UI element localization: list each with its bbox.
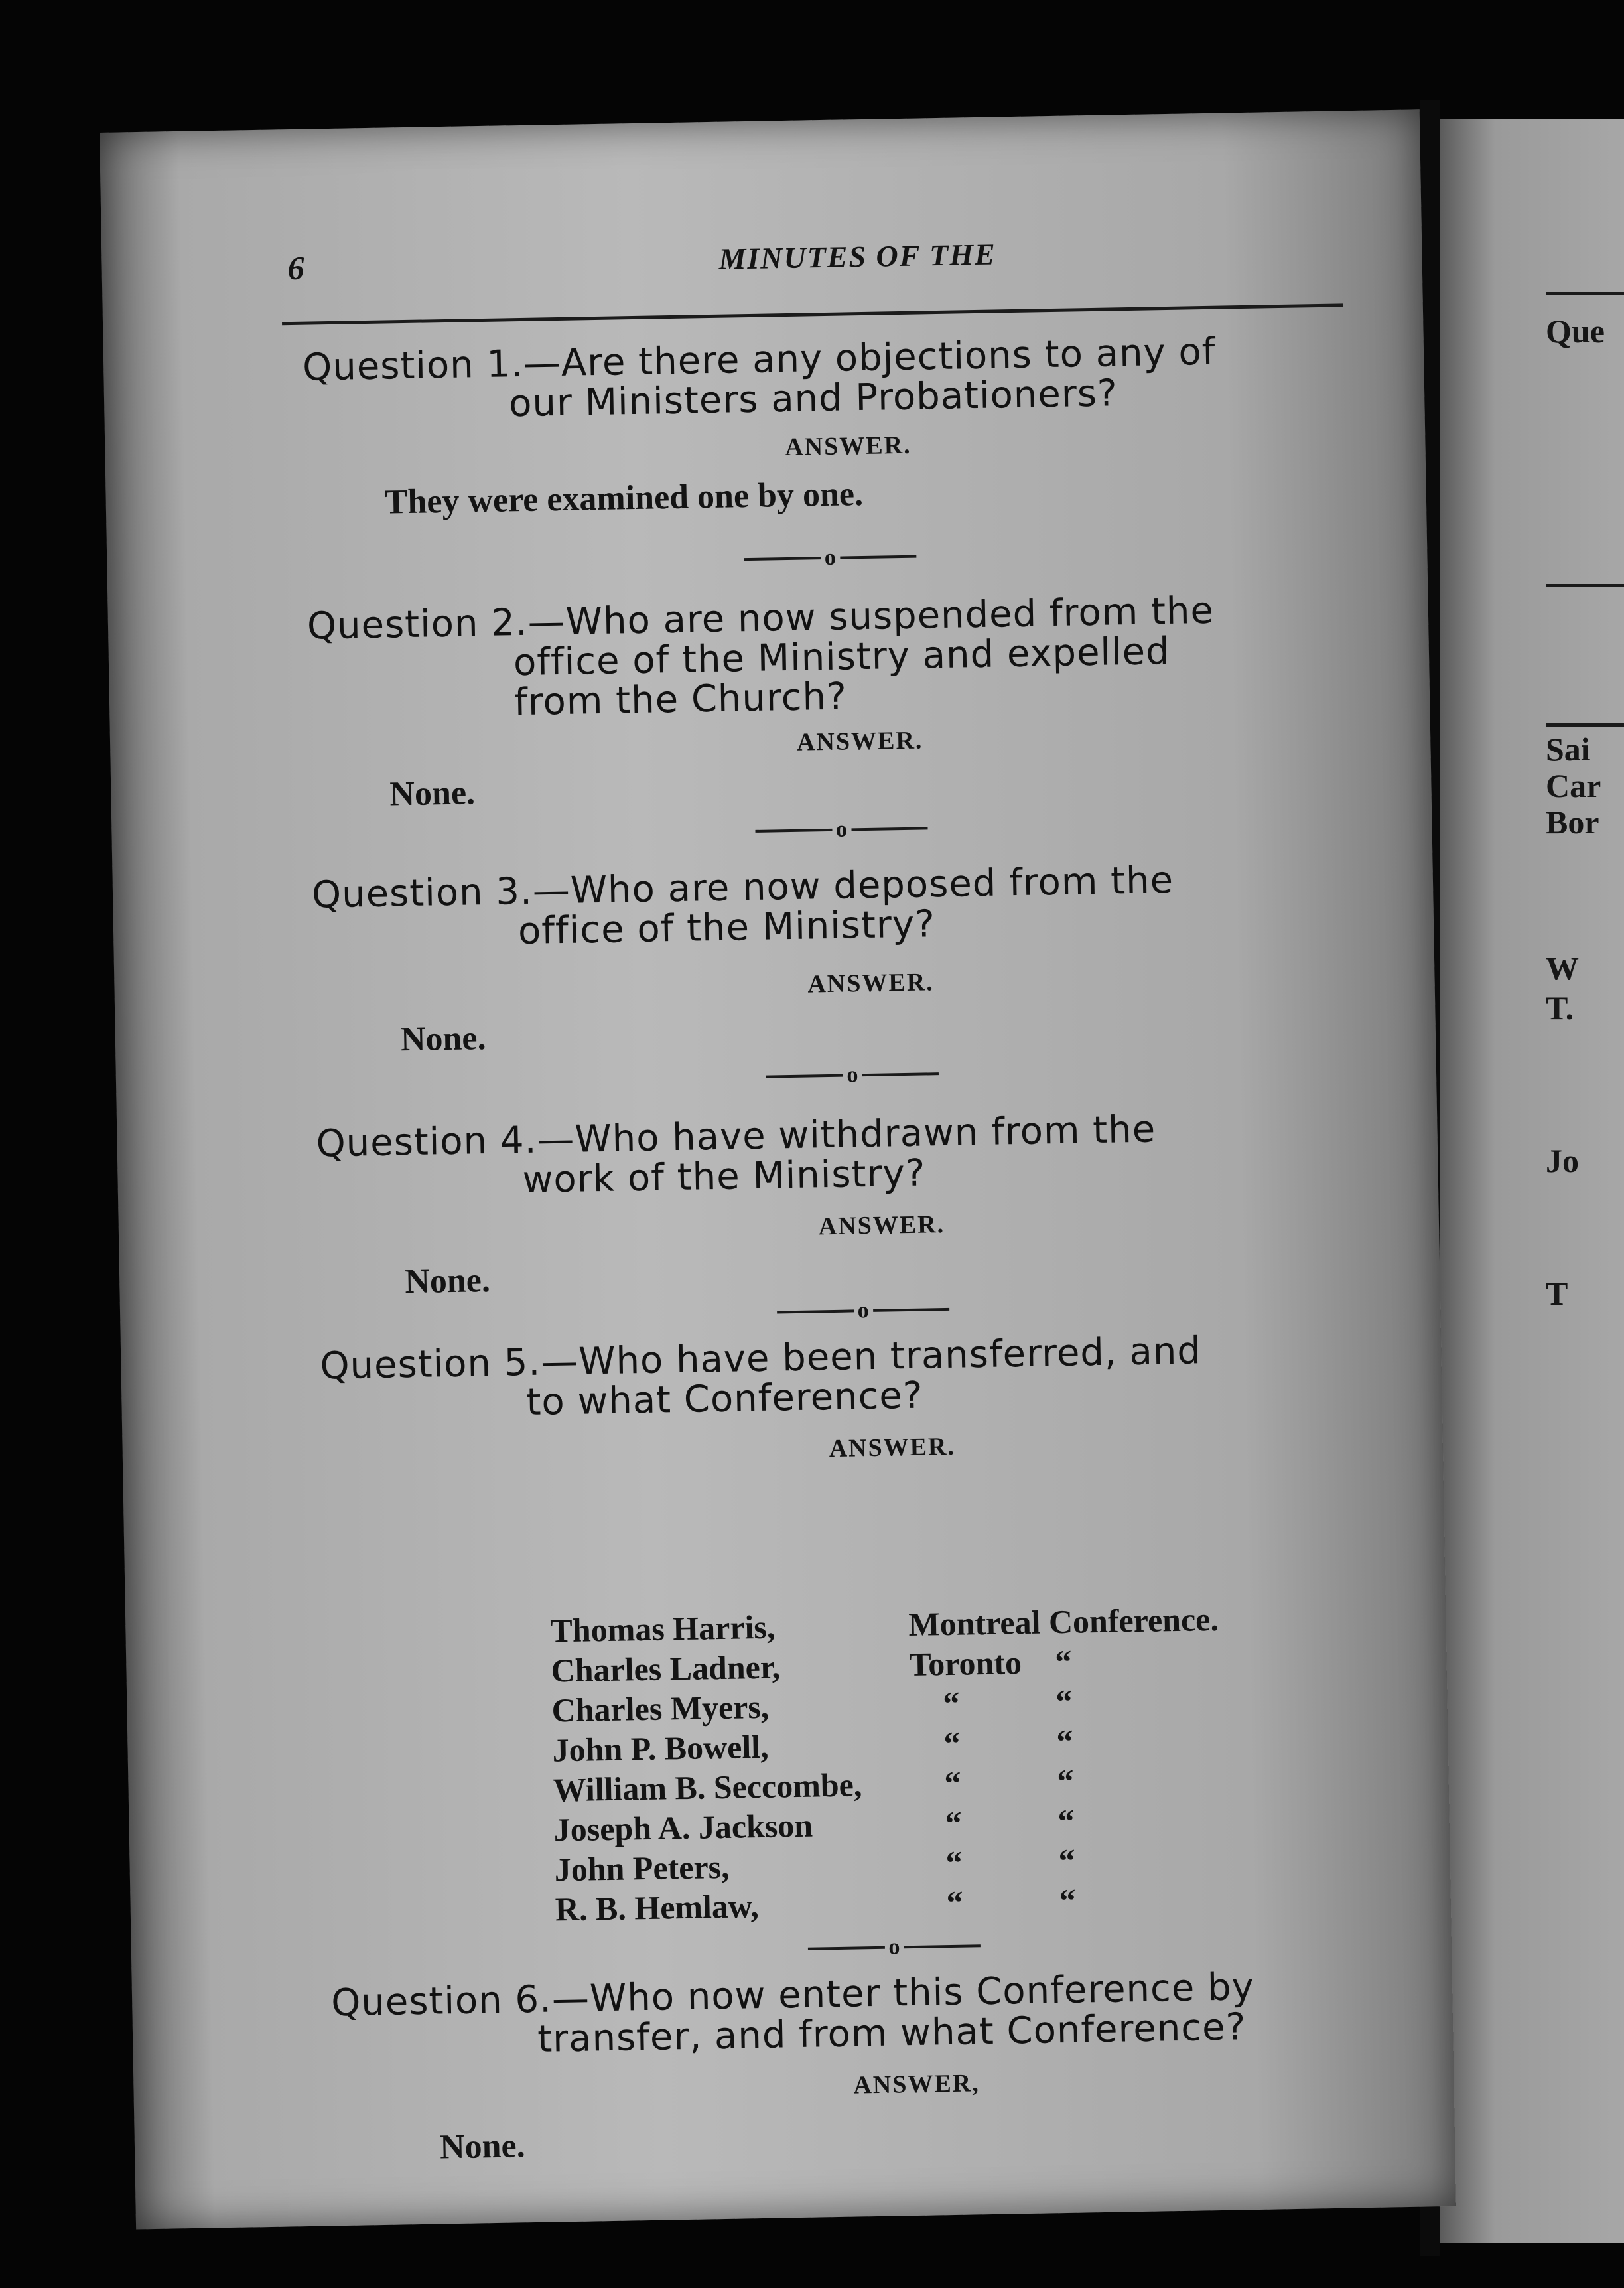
section-divider — [755, 818, 927, 841]
question-text: Are there any objections to any of — [561, 330, 1216, 385]
facing-rule — [1546, 292, 1624, 295]
conference-ditto: “ — [1057, 1802, 1075, 1840]
facing-rule — [1546, 723, 1624, 727]
question-text: Who are now deposed from the — [570, 858, 1174, 912]
answer-heading: ANSWER. — [818, 1210, 945, 1241]
minister-name: John Peters, — [554, 1847, 730, 1889]
question-number: Question 2.— — [306, 600, 567, 648]
question-text: transfer, and from what Conference? — [537, 2005, 1247, 2061]
question-text: our Ministers and Probationers? — [508, 372, 1118, 426]
conference-ditto: “ — [1057, 1762, 1075, 1800]
transfer-destination: “ — [945, 1804, 963, 1842]
transfer-destination: “ — [943, 1684, 960, 1723]
question-text: from the Church? — [513, 675, 848, 725]
transfer-destination: “ — [944, 1764, 962, 1802]
minister-name: Charles Myers, — [551, 1687, 770, 1729]
answer-text: None. — [400, 1019, 486, 1059]
book-page — [100, 109, 1456, 2229]
answer-text: None. — [404, 1261, 491, 1301]
facing-fragment: Que — [1546, 313, 1605, 350]
facing-fragment: T — [1546, 1275, 1568, 1312]
section-divider — [808, 1936, 981, 1959]
conference-ditto: “ — [1058, 1841, 1076, 1880]
conference-ditto: “ — [1056, 1722, 1074, 1760]
transfer-destination: “ — [946, 1883, 964, 1922]
question-text: Who have been transferred, and — [578, 1329, 1202, 1384]
question-number: Question 3.— — [311, 869, 571, 917]
question-text: Who now enter this Conference by — [589, 1966, 1255, 2021]
question-text: office of the Ministry? — [517, 902, 936, 954]
answer-heading: ANSWER. — [796, 726, 923, 756]
page-content — [100, 109, 1456, 2229]
answer-text: None. — [439, 2127, 526, 2167]
transfer-list — [550, 1598, 1318, 1930]
minister-name: Charles Ladner, — [551, 1648, 781, 1689]
facing-fragment: W — [1546, 950, 1579, 987]
answer-heading: ANSWER. — [829, 1432, 956, 1463]
minister-name: Joseph A. Jackson — [553, 1806, 813, 1849]
answer-text: None. — [389, 774, 476, 814]
question-5 — [320, 1328, 1396, 1426]
section-divider — [766, 1064, 939, 1087]
transfer-destination: “ — [943, 1724, 961, 1762]
section-divider — [777, 1299, 949, 1323]
question-text: to what Conference? — [525, 1374, 924, 1425]
facing-fragment: Bor — [1546, 804, 1599, 841]
running-head: MINUTES OF THE — [718, 237, 997, 276]
page-header — [287, 231, 1336, 296]
facing-fragment: T. — [1546, 989, 1574, 1027]
answer-heading: ANSWER. — [784, 431, 912, 462]
facing-fragment: Sai — [1546, 731, 1590, 768]
section-divider — [744, 547, 916, 570]
facing-rule — [1546, 584, 1624, 587]
transfer-destination: “ — [945, 1843, 963, 1882]
minister-name: John P. Bowell, — [552, 1727, 770, 1769]
conference-ditto: “ — [1055, 1682, 1073, 1721]
answer-text: They were examined one by one. — [384, 475, 864, 522]
question-text: Who have withdrawn from the — [574, 1108, 1156, 1161]
question-2 — [307, 588, 1384, 726]
question-text: work of the Ministry? — [522, 1151, 926, 1202]
divider-mark: o — [824, 545, 837, 571]
divider-mark: o — [846, 1062, 858, 1088]
question-number: Question 4.— — [316, 1117, 575, 1166]
minister-name: William B. Seccombe, — [553, 1766, 862, 1809]
transfer-destination: Montreal Conference. — [908, 1600, 1219, 1644]
transfer-destination: Toronto — [908, 1644, 1022, 1683]
question-3 — [312, 857, 1388, 955]
minister-name: Thomas Harris, — [550, 1608, 776, 1650]
question-1 — [303, 329, 1379, 427]
divider-mark: o — [835, 817, 848, 842]
answer-heading: ANSWER. — [807, 968, 935, 999]
facing-fragment: Jo — [1546, 1142, 1579, 1179]
answer-heading: ANSWER, — [853, 2069, 981, 2100]
question-number: Question 5.— — [319, 1340, 579, 1388]
question-4 — [316, 1106, 1392, 1204]
header-rule — [282, 303, 1343, 325]
question-6 — [331, 1964, 1460, 2064]
question-text: office of the Ministry and expelled — [513, 629, 1171, 685]
page-number: 6 — [287, 249, 305, 287]
facing-fragment: Car — [1546, 767, 1601, 804]
minister-name: R. B. Hemlaw, — [555, 1887, 760, 1928]
question-number: Question 1.— — [302, 341, 562, 390]
question-number: Question 6.— — [330, 1977, 590, 2025]
divider-mark: o — [857, 1298, 869, 1323]
conference-ditto: “ — [1059, 1881, 1077, 1920]
divider-mark: o — [888, 1934, 900, 1960]
question-text: Who are now suspended from the — [565, 589, 1215, 644]
conference-ditto: “ — [1054, 1642, 1072, 1681]
facing-page-edge — [1440, 119, 1624, 2243]
